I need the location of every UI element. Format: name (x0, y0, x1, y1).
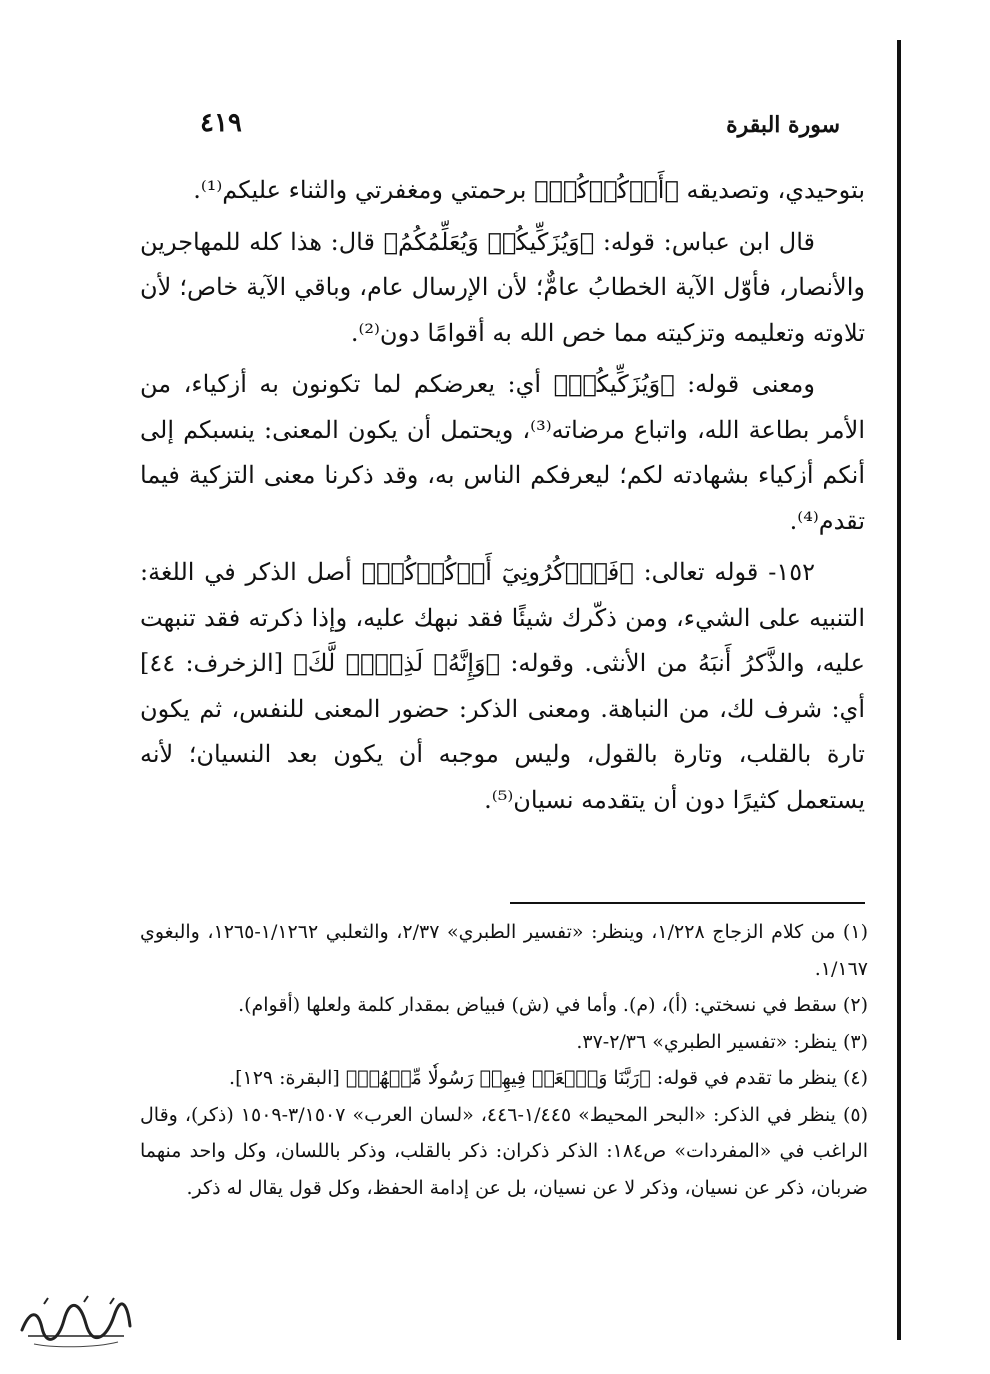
footnote-1: (١) من كلام الزجاج ١/٢٢٨، وينظر: «تفسير الطبري» ٢/٣٧، والثعلبي ١/١٢٦٢-١٢٦٥، والبغوي ١/١٦٧. (140, 921, 868, 980)
footnotes (140, 914, 868, 1206)
page-number: ٤١٩ (200, 108, 242, 138)
surah-title: سورة البقرة (726, 112, 840, 138)
main-text (140, 168, 865, 823)
footnote-separator (510, 902, 865, 904)
paragraph-4: ١٥٢- قوله تعالى: ﴿فَٱذۡكُرُونِيٓ أَذۡكُرۡكُمۡ﴾ أصل الذكر في اللغة: التنبيه على الشيء، ومن ذكّرك شيئًا فقد نبهك عليه، وإذا ذكرته فقد تنبهت عليه، والذَّكرُ أَنبَهُ من الأنثى. وقوله: ﴿وَإِنَّهُۥ لَذِكۡرٞ لَّكَ﴾ [الزخرف: ٤٤] أي: شرف لك، من النباهة. ومعنى الذكر: حضور المعنى للنفس، ثم يكون تارة بالقلب، وتارة بالقول، وليس موجبه أن يكون بعد النسيان؛ لأنه يستعمل كثيرًا دون أن يتقدمه نسيان⁽⁵⁾. (140, 558, 865, 814)
paragraph-1: بتوحيدي، وتصديقه ﴿أَذۡكُرۡكُمۡ﴾ برحمتي ومغفرتي والثناء عليكم⁽¹⁾. (193, 176, 865, 204)
paragraph-3: ومعنى قوله: ﴿وَيُزَكِّيكُمۡ﴾ أي: يعرضكم لما تكونون به أزكياء، من الأمر بطاعة الله، واتباع مرضاته⁽³⁾، ويحتمل أن يكون المعنى: ينسبكم إلى أنكم أزكياء بشهادته لكم؛ ليعرفكم الناس به، وقد ذكرنا معنى التزكية فيما تقدم⁽⁴⁾. (140, 370, 865, 535)
page-margin-rule (897, 40, 901, 1340)
footnote-2: (٢) سقط في نسختي: (أ)، (م). وأما في (ش) فبياض بمقدار كلمة ولعلها (أقوام). (238, 994, 868, 1016)
footnote-3: (٣) ينظر: «تفسير الطبري» ٢/٣٦-٣٧. (576, 1030, 868, 1053)
footnote-5: (٥) ينظر في الذكر: «البحر المحيط» ١/٤٤٥-٤٤٦، «لسان العرب» ٣/١٥٠٧-١٥٠٩ (ذكر)، وقال الراغب في «المفردات» ص١٨٤: الذكر ذكران: ذكر بالقلب، وذكر باللسان، وكل واحد منهما ضربان، ذكر عن نسيان، وذكر لا عن نسيان، بل عن إدامة الحفظ، وكل قول يقال له ذكر. (140, 1103, 868, 1199)
footnote-4: (٤) ينظر ما تقدم في قوله: ﴿رَبَّنَا وَٱبۡعَثۡ فِيهِمۡ رَسُولٗا مِّنۡهُمۡ﴾ [البقرة: ١٢٩]. (229, 1067, 868, 1089)
paragraph-2: قال ابن عباس: قوله: ﴿وَيُزَكِّيكُمۡ وَيُعَلِّمُكُمُ﴾ قال: هذا كله للمهاجرين والأنصار، فأوّل الآية الخطابُ عامٌّ؛ لأن الإرسال عام، وباقي الآية خاص؛ لأن تلاوته وتعليمه وتزكيته مما خص الله به أقوامًا دون⁽²⁾. (140, 227, 865, 347)
watermark-logo-icon (14, 1290, 136, 1354)
